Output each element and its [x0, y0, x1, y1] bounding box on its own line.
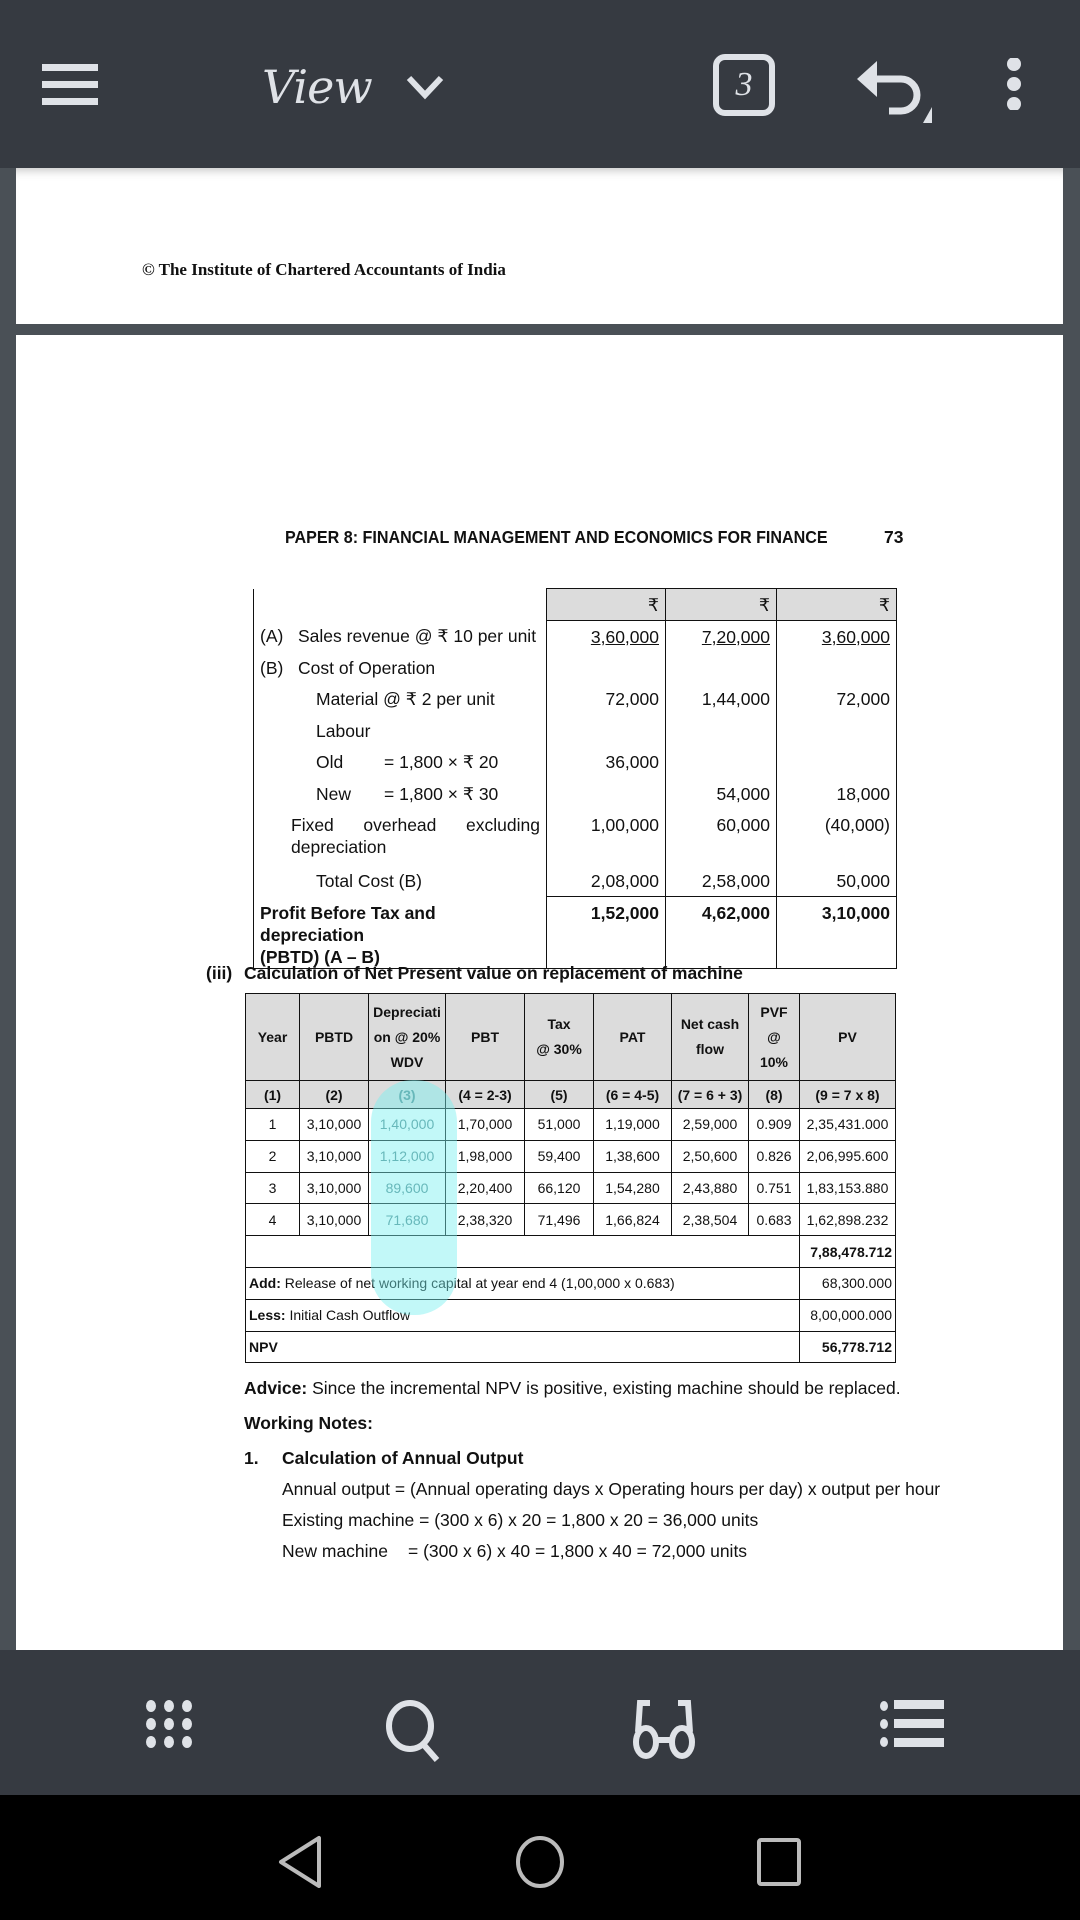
currency-header: ₹ — [777, 589, 897, 621]
hamburger-menu-icon[interactable] — [42, 64, 100, 104]
currency-header: ₹ — [666, 589, 777, 621]
table-row-npv: NPV 56,778.712 — [246, 1331, 896, 1363]
table-row: 1 3,10,000 1,40,000 1,70,000 51,000 1,19,000 2,59,000 0.909 2,35,431.000 — [246, 1109, 896, 1141]
table-row: Material @ ₹ 2 per unit 72,000 1,44,000 72,000 — [254, 683, 897, 715]
table-row-add: Add: Release of net working capital at year end 4 (1,00,000 x 0.683) 68,300.000 — [246, 1267, 896, 1299]
table-header-row — [246, 994, 896, 1081]
working-note-line: Annual output = (Annual operating days x Operating hours per day) x output per hour — [282, 1479, 941, 1499]
page-header-title: PAPER 8: FINANCIAL MANAGEMENT AND ECONOMICS FOR FINANCE — [285, 527, 828, 547]
table-row: New = 1,800 × ₹ 30 54,000 18,000 — [254, 778, 897, 810]
view-label: View — [262, 60, 372, 114]
undo-icon[interactable] — [855, 55, 935, 125]
grid-view-icon[interactable] — [145, 1700, 193, 1748]
pdf-page-previous — [16, 168, 1063, 324]
home-icon[interactable] — [514, 1835, 566, 1889]
table-row: Fixed overhead excluding depreciation 1,00,000 60,000 (40,000) — [254, 809, 897, 865]
column-header: Net cash flow — [672, 994, 749, 1081]
npv-table — [245, 993, 896, 1363]
column-header: PVF @ 10% — [749, 994, 800, 1081]
bottom-toolbar — [0, 1650, 1080, 1795]
column-ref-row: (1) (2) (3) (4 = 2-3) (5) (6 = 4-5) (7 = 6 + 3) (8) (9 = 7 x 8) — [246, 1081, 896, 1109]
working-note-line: Existing machine = (300 x 6) x 20 = 1,800 x 20 = 36,000 units — [282, 1510, 759, 1530]
more-vert-icon[interactable] — [1002, 58, 1026, 110]
chevron-down-icon — [406, 74, 444, 100]
column-header: Tax @ 30% — [525, 994, 594, 1081]
view-mode-dropdown[interactable] — [262, 52, 444, 122]
table-row: 4 3,10,000 71,680 2,38,320 71,496 1,66,824 2,38,504 0.683 1,62,898.232 — [246, 1204, 896, 1236]
table-row: Old = 1,800 × ₹ 20 36,000 — [254, 746, 897, 778]
top-toolbar — [0, 0, 1080, 168]
column-header: Year — [246, 994, 300, 1081]
back-icon[interactable] — [275, 1835, 325, 1889]
currency-header: ₹ — [547, 589, 666, 621]
table-row-total: Profit Before Tax and depreciation (PBTD) (A – B) 1,52,000 4,62,000 3,10,000 — [254, 897, 897, 969]
page-number: 73 — [884, 527, 904, 547]
page-count-value: 3 — [735, 66, 753, 103]
column-header: PV — [800, 994, 896, 1081]
table-row: 2 3,10,000 1,12,000 1,98,000 59,400 1,38,600 2,50,600 0.826 2,06,995.600 — [246, 1140, 896, 1172]
column-header: PBT — [446, 994, 525, 1081]
section-heading: (iii) Calculation of Net Present value on replacement of machine — [206, 963, 743, 983]
table-header-row — [254, 589, 897, 621]
table-row: Total Cost (B) 2,08,000 2,58,000 50,000 — [254, 865, 897, 897]
system-navigation-bar — [0, 1795, 1080, 1920]
table-of-contents-icon[interactable] — [880, 1700, 944, 1748]
working-note-item-heading: 1. Calculation of Annual Output — [244, 1448, 524, 1468]
page-count-button[interactable] — [713, 54, 775, 116]
recents-icon[interactable] — [756, 1837, 802, 1887]
table-row-total-pv: 7,88,478.712 — [246, 1236, 896, 1268]
search-icon[interactable] — [385, 1700, 449, 1762]
column-header: PAT — [594, 994, 672, 1081]
reading-mode-glasses-icon[interactable] — [632, 1700, 696, 1762]
column-header: PBTD — [300, 994, 369, 1081]
table-row: Labour — [254, 715, 897, 747]
cost-comparison-table — [253, 588, 897, 969]
advice-paragraph: Advice: Since the incremental NPV is positive, existing machine should be replaced. — [244, 1378, 901, 1398]
table-row: 3 3,10,000 89,600 2,20,400 66,120 1,54,280 2,43,880 0.751 1,83,153.880 — [246, 1172, 896, 1204]
pdf-page-current — [16, 335, 1063, 1650]
copyright-footer: © The Institute of Chartered Accountants of India — [142, 260, 506, 279]
table-row: (B) Cost of Operation — [254, 652, 897, 684]
document-content — [16, 335, 1063, 1650]
working-notes-heading: Working Notes: — [244, 1413, 373, 1433]
table-row-less: Less: Initial Cash Outflow 8,00,000.000 — [246, 1299, 896, 1331]
table-row: (A) Sales revenue @ ₹ 10 per unit 3,60,000 7,20,000 3,60,000 — [254, 620, 897, 652]
column-header: Depreciati on @ 20% WDV — [369, 994, 446, 1081]
working-note-line: New machine = (300 x 6) x 40 = 1,800 x 40 = 72,000 units — [282, 1541, 748, 1561]
